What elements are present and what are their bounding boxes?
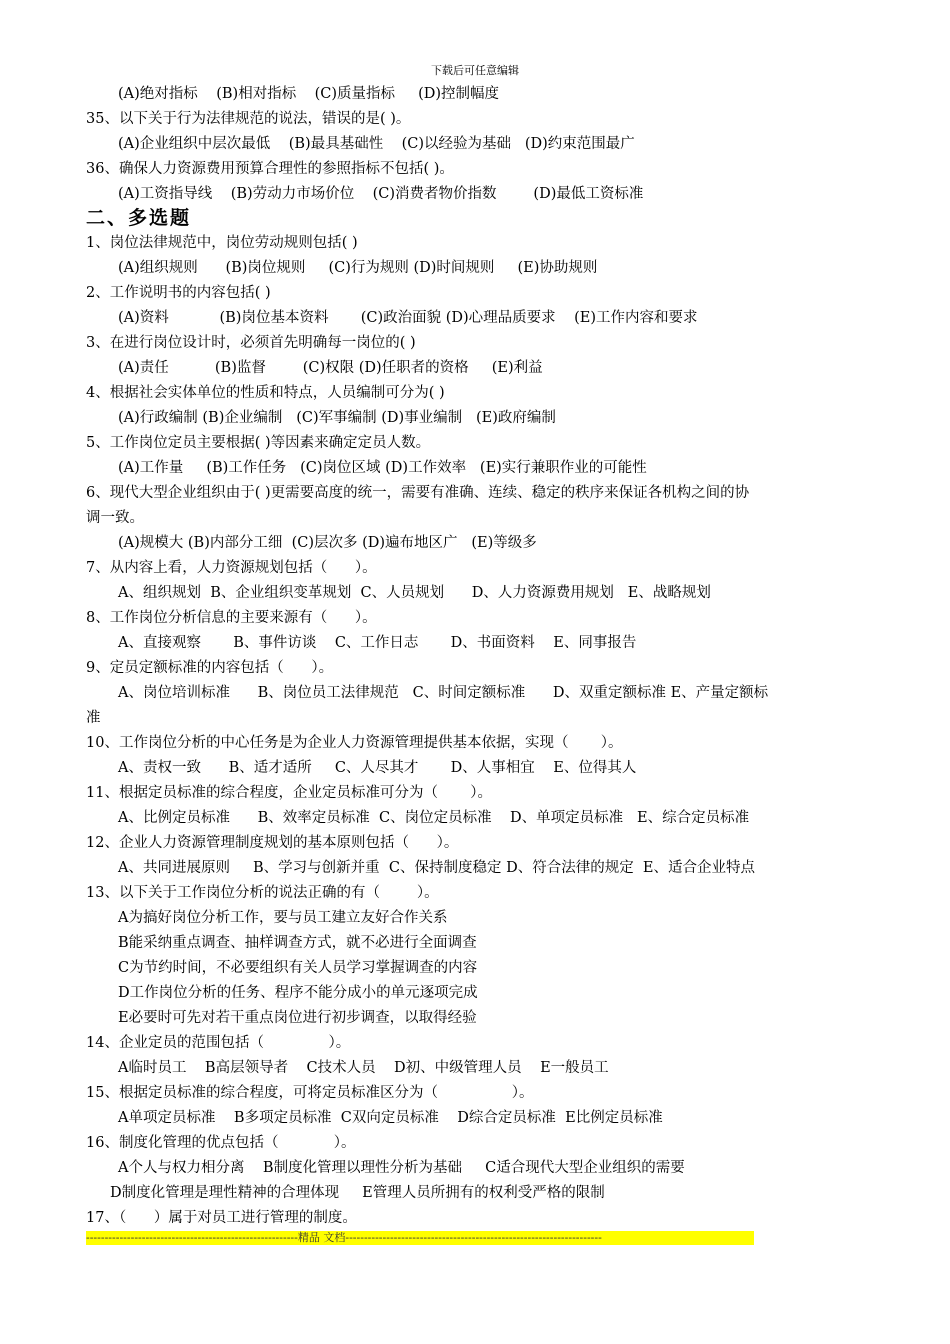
question-line: 3、在进行岗位设计时，必须首先明确每一岗位的( )	[86, 335, 416, 351]
question-line: 8、工作岗位分析信息的主要来源有（ ）。	[86, 610, 377, 626]
option-line: A为搞好岗位分析工作，要与员工建立友好合作关系	[118, 910, 448, 926]
question-line: 2、工作说明书的内容包括( )	[86, 285, 271, 301]
option-line: (A)资料 (B)岗位基本资料 (C)政治面貌 (D)心理品质要求 (E)工作内容和要求	[118, 310, 698, 326]
option-line: A临时员工 B高层领导者 C技术人员 D初、中级管理人员 E一般员工	[118, 1060, 609, 1076]
question-line: 15、根据定员标准的综合程度，可将定员标准区分为（ ）。	[86, 1085, 534, 1101]
option-line: (A)行政编制 (B)企业编制 (C)军事编制 (D)事业编制 (E)政府编制	[118, 410, 556, 426]
question-line: 11、根据定员标准的综合程度，企业定员标准可分为（ ）。	[86, 785, 492, 801]
option-line: (A)组织规则 (B)岗位规则 (C)行为规则 (D)时间规则 (E)协助规则	[118, 260, 598, 276]
question-line: 14、企业定员的范围包括（ ）。	[86, 1035, 351, 1051]
question-line: 1、岗位法律规范中，岗位劳动规则包括( )	[86, 235, 358, 251]
option-line: A个人与权力相分离 B制度化管理以理性分析为基础 C适合现代大型企业组织的需要	[118, 1160, 685, 1176]
question-line: 4、根据社会实体单位的性质和特点，人员编制可分为( )	[86, 385, 445, 401]
question-line: 5、工作岗位定员主要根据( )等因素来确定定员人数。	[86, 435, 431, 451]
option-line: (A)企业组织中层次最低 (B)最具基础性 (C)以经验为基础 (D)约束范围最广	[118, 136, 635, 152]
option-line-continued: 准	[86, 710, 101, 726]
option-line: (A)工作量 (B)工作任务 (C)岗位区域 (D)工作效率 (E)实行兼职作业的可能性	[118, 460, 647, 476]
page-footer: ---------------------------------------------------------精品 文档---------------------------------------------------------------------	[86, 1231, 754, 1245]
option-line: A、共同进展原则 B、学习与创新并重 C、保持制度稳定 D、符合法律的规定 E、适合企业特点	[118, 860, 756, 876]
option-line: A、直接观察 B、事件访谈 C、工作日志 D、书面资料 E、同事报告	[118, 635, 637, 651]
question-line: 7、从内容上看，人力资源规划包括（ ）。	[86, 560, 377, 576]
question-line: 16、制度化管理的优点包括（ ）。	[86, 1135, 356, 1151]
option-line: D制度化管理是理性精神的合理体现 E管理人员所拥有的权利受严格的限制	[110, 1185, 605, 1201]
option-line: E必要时可先对若干重点岗位进行初步调查，以取得经验	[118, 1010, 477, 1026]
section-title: 二、多选题	[86, 207, 192, 229]
option-line: D工作岗位分析的任务、程序不能分成小的单元逐项完成	[118, 985, 478, 1001]
question-line: 36、确保人力资源费用预算合理性的参照指标不包括( )。	[86, 161, 454, 177]
question-line: 9、定员定额标准的内容包括（ ）。	[86, 660, 334, 676]
question-line: 10、工作岗位分析的中心任务是为企业人力资源管理提供基本依据，实现（ ）。	[86, 735, 623, 751]
question-line: 6、现代大型企业组织由于( )更需要高度的统一，需要有准确、连续、稳定的秩序来保证各机构之间的协	[86, 485, 750, 501]
option-line: B能采纳重点调查、抽样调查方式，就不必进行全面调查	[118, 935, 477, 951]
page-header: 下载后可任意编辑	[431, 64, 519, 77]
question-line: 35、以下关于行为法律规范的说法，错误的是( )。	[86, 111, 411, 127]
option-line: A、岗位培训标准 B、岗位员工法律规范 C、时间定额标准 D、双重定额标准 E、产量定额标	[118, 685, 769, 701]
option-line: A、组织规划 B、企业组织变革规划 C、人员规划 D、人力资源费用规划 E、战略规划	[118, 585, 711, 601]
question-line: 13、以下关于工作岗位分析的说法正确的有（ ）。	[86, 885, 439, 901]
question-line: 17、（ ）属于对员工进行管理的制度。	[86, 1210, 357, 1226]
option-line: A单项定员标准 B多项定员标准 C双向定员标准 D综合定员标准 E比例定员标准	[118, 1110, 663, 1126]
question-line-continued: 调一致。	[86, 510, 144, 526]
option-line: (A)工资指导线 (B)劳动力市场价位 (C)消费者物价指数 (D)最低工资标准	[118, 186, 644, 202]
option-line: (A)责任 (B)监督 (C)权限 (D)任职者的资格 (E)利益	[118, 360, 543, 376]
option-line: C为节约时间，不必要组织有关人员学习掌握调查的内容	[118, 960, 478, 976]
option-line: A、比例定员标准 B、效率定员标准 C、岗位定员标准 D、单项定员标准 E、综合定员标准	[118, 810, 750, 826]
option-line: A、责权一致 B、适才适所 C、人尽其才 D、人事相宜 E、位得其人	[118, 760, 637, 776]
option-line: (A)绝对指标 (B)相对指标 (C)质量指标 (D)控制幅度	[118, 86, 500, 102]
option-line: (A)规模大 (B)内部分工细 (C)层次多 (D)遍布地区广 (E)等级多	[118, 535, 537, 551]
question-line: 12、企业人力资源管理制度规划的基本原则包括（ ）。	[86, 835, 459, 851]
